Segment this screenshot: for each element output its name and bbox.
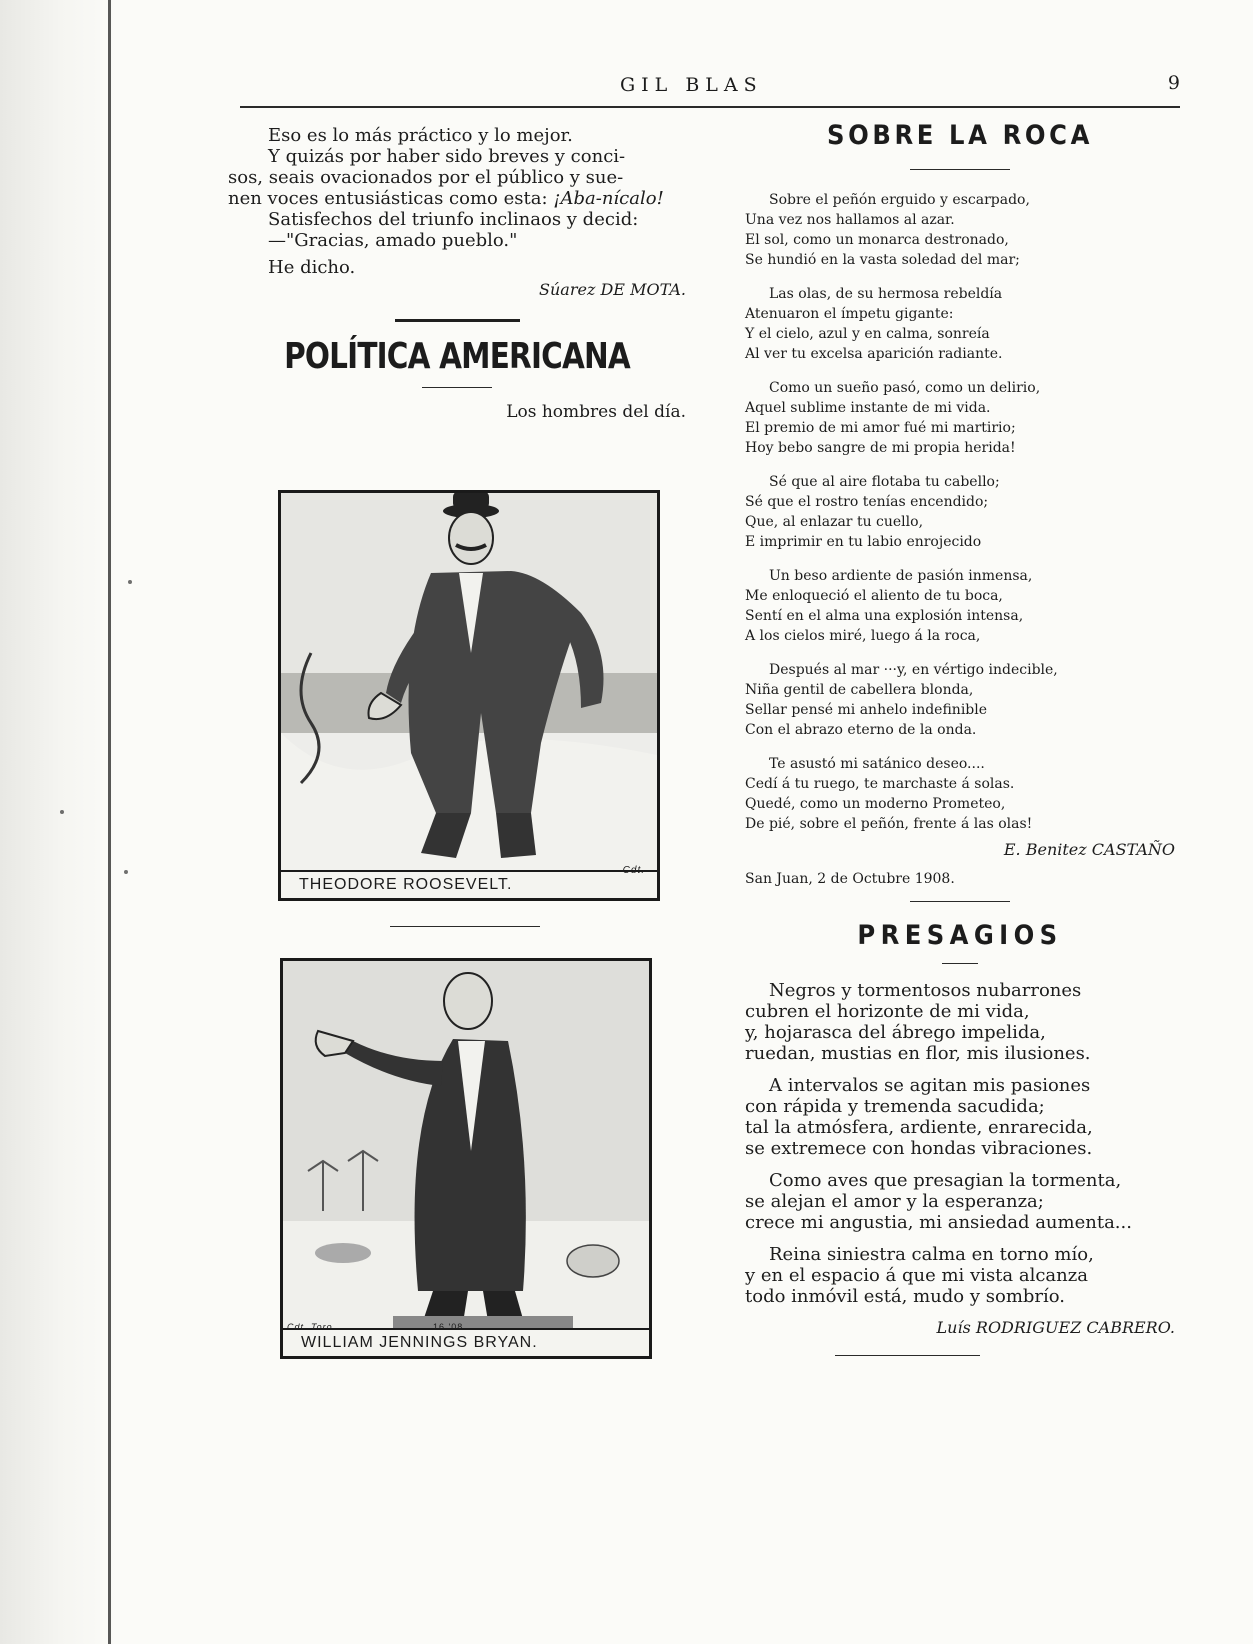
poem-line: Un beso ardiente de pasión inmensa, xyxy=(769,568,1033,584)
poem-author: Luís RODRIGUEZ CABRERO. xyxy=(936,1318,1175,1337)
poem-line: Las olas, de su hermosa rebeldía xyxy=(769,286,1003,302)
prose-signature: Súarez DE MOTA. xyxy=(539,280,686,299)
ink-speck xyxy=(124,870,128,874)
prose-line: Eso es lo más práctico y lo mejor. xyxy=(268,125,573,146)
poem-line: Sé que al aire flotaba tu cabello; xyxy=(769,474,1000,490)
poem-stanza xyxy=(745,566,1175,646)
artist-signature: Cdt. xyxy=(622,865,645,876)
poem-line: Quedé, como un moderno Prometeo, xyxy=(745,796,1006,812)
poem-stanza xyxy=(745,284,1175,364)
page-binding-shadow xyxy=(0,0,118,1644)
poem-presagios xyxy=(745,980,1175,1307)
poem-line: cubren el horizonte de mi vida, xyxy=(745,1001,1030,1022)
poem-stanza xyxy=(745,754,1175,834)
poem-line: Reina siniestra calma en torno mío, xyxy=(769,1244,1094,1265)
poem-line: Te asustó mi satánico deseo.... xyxy=(769,756,985,772)
poem-line: El premio de mi amor fué mi martirio; xyxy=(745,420,1016,436)
poem-line: Aquel sublime instante de mi vida. xyxy=(745,400,991,416)
poem-line: Con el abrazo eterno de la onda. xyxy=(745,722,977,738)
prose-line: nen voces entusiásticas como esta: ¡Aba-nícalo! xyxy=(228,188,664,209)
intro-prose xyxy=(228,125,686,299)
poem-stanza xyxy=(745,378,1175,458)
poem-line: crece mi angustia, mi ansiedad aumenta... xyxy=(745,1212,1132,1233)
title-underline xyxy=(910,169,1010,170)
cartoon-roosevelt xyxy=(278,490,660,901)
right-column xyxy=(745,120,1175,1356)
poem-line: De pié, sobre el peñón, frente á las olas! xyxy=(745,816,1033,832)
poem-line: Me enloqueció el aliento de tu boca, xyxy=(745,588,1003,604)
poem-stanza xyxy=(745,1244,1175,1307)
section-title: POLÍTICA AMERICANA xyxy=(284,336,630,377)
poem-sobre-la-roca xyxy=(745,190,1175,834)
cartoon-divider xyxy=(390,926,540,927)
prose-line: Satisfechos del triunfo inclinaos y decid: xyxy=(268,209,639,230)
poem-line: con rápida y tremenda sacudida; xyxy=(745,1096,1045,1117)
prose-line: sos, seais ovacionados por el público y sue- xyxy=(228,167,624,188)
poem-line: Sellar pensé mi anhelo indefinible xyxy=(745,702,988,718)
section-divider xyxy=(395,319,520,322)
poem-line: Una vez nos hallamos al azar. xyxy=(745,212,955,228)
title-underline xyxy=(942,963,978,964)
poem-line: ruedan, mustias en flor, mis ilusiones. xyxy=(745,1043,1091,1064)
poem-stanza xyxy=(745,980,1175,1064)
poem-line: se alejan el amor y la esperanza; xyxy=(745,1191,1044,1212)
poem-line: se extremece con hondas vibraciones. xyxy=(745,1138,1093,1159)
poem-line: E imprimir en tu labio enrojecido xyxy=(745,534,982,550)
left-column xyxy=(228,125,686,422)
poem-line: Después al mar ···y, en vértigo indecible, xyxy=(769,662,1058,678)
poem-line: Sobre el peñón erguido y escarpado, xyxy=(769,192,1030,208)
title-underline xyxy=(422,387,492,388)
poem-stanza xyxy=(745,472,1175,552)
poem-line: Niña gentil de cabellera blonda, xyxy=(745,682,974,698)
end-divider xyxy=(835,1355,980,1356)
section-subtitle: Los hombres del día. xyxy=(506,402,686,422)
poem-line: Cedí á tu ruego, te marchaste á solas. xyxy=(745,776,1015,792)
caricature-figure-icon xyxy=(281,493,657,898)
poem-line: Que, al enlazar tu cuello, xyxy=(745,514,924,530)
poem-stanza xyxy=(745,1170,1175,1233)
poem-line: A los cielos miré, luego á la roca, xyxy=(745,628,981,644)
caricature-figure-icon xyxy=(283,961,649,1356)
poem-line: todo inmóvil está, mudo y sombrío. xyxy=(745,1286,1066,1307)
page-header xyxy=(240,70,1180,108)
poem-line: Como un sueño pasó, como un delirio, xyxy=(769,380,1041,396)
cartoon-caption: THEODORE ROOSEVELT. Cdt. xyxy=(281,870,657,898)
date-mark: 16 '08 xyxy=(433,1322,464,1332)
poem-line: tal la atmósfera, ardiente, enrarecida, xyxy=(745,1117,1093,1138)
poem-date: San Juan, 2 de Octubre 1908. xyxy=(745,871,955,887)
cartoon-caption: WILLIAM JENNINGS BRYAN. Cdt. Toro 16 '08 xyxy=(283,1328,649,1356)
ink-speck xyxy=(128,580,132,584)
poem-divider xyxy=(910,901,1010,902)
poem-line: Hoy bebo sangre de mi propia herida! xyxy=(745,440,1016,456)
poem-line: Se hundió en la vasta soledad del mar; xyxy=(745,252,1020,268)
page-number: 9 xyxy=(1167,72,1180,94)
poem-line: Al ver tu excelsa aparición radiante. xyxy=(745,346,1003,362)
running-title: GIL BLAS xyxy=(620,74,763,96)
artist-signature: Cdt. Toro xyxy=(287,1322,333,1332)
poem-line: y, hojarasca del ábrego impelida, xyxy=(745,1022,1046,1043)
poem-line: Como aves que presagian la tormenta, xyxy=(769,1170,1122,1191)
prose-line: He dicho. xyxy=(268,257,356,278)
poem-line: Sé que el rostro tenías encendido; xyxy=(745,494,989,510)
italic-exclamation: ¡Aba-nícalo! xyxy=(553,188,664,209)
poem-line: A intervalos se agitan mis pasiones xyxy=(769,1075,1091,1096)
ink-speck xyxy=(60,810,64,814)
poem-line: Negros y tormentosos nubarrones xyxy=(769,980,1082,1001)
poem-line: Sentí en el alma una explosión intensa, xyxy=(745,608,1024,624)
poem-line: Atenuaron el ímpetu gigante: xyxy=(745,306,954,322)
prose-line: Y quizás por haber sido breves y conci- xyxy=(268,146,626,167)
poem-stanza xyxy=(745,190,1175,270)
poem-author: E. Benitez CASTAÑO xyxy=(1003,840,1175,859)
poem-line: El sol, como un monarca destronado, xyxy=(745,232,1009,248)
binding-edge-line xyxy=(108,0,111,1644)
prose-line: —"Gracias, amado pueblo." xyxy=(268,230,518,251)
poem-line: Y el cielo, azul y en calma, sonreía xyxy=(745,326,990,342)
poem-stanza xyxy=(745,660,1175,740)
poem-title: PRESAGIOS xyxy=(857,920,1063,951)
poem-title: SOBRE LA ROCA xyxy=(826,120,1094,151)
poem-stanza xyxy=(745,1075,1175,1159)
cartoon-bryan xyxy=(280,958,652,1359)
poem-line: y en el espacio á que mi vista alcanza xyxy=(745,1265,1088,1286)
